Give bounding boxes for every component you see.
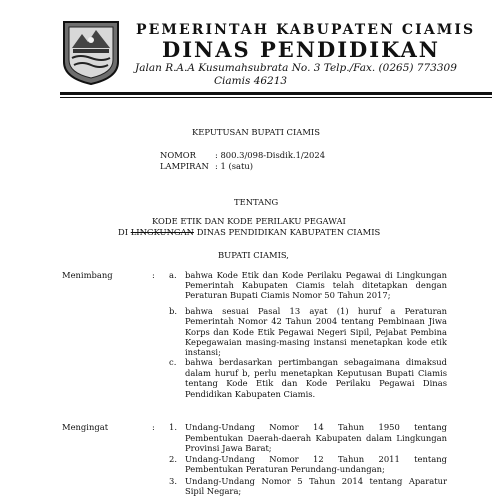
subject-rest: DINAS PENDIDIKAN KABUPATEN CIAMIS <box>196 227 381 237</box>
menimbang-item-a-line: bahwa Kode Etik dan Kode Perilaku Pegawai di Lingkungan <box>185 270 447 280</box>
menimbang-item-b-marker: b. <box>169 306 178 316</box>
menimbang-item-c-line: dalam huruf b, perlu menetapkan Keputusan Bupati Ciamis <box>185 368 447 378</box>
letterhead-rule-thick <box>60 92 492 95</box>
subject-struck-word: LINGKUNGAN <box>130 227 195 237</box>
decree-heading: KEPUTUSAN BUPATI CIAMIS <box>192 127 320 137</box>
mengingat-item-2-marker: 2. <box>169 454 177 464</box>
subject-di: DI <box>118 227 129 237</box>
tentang-heading: TENTANG <box>234 197 279 207</box>
letterhead-office-name: DINAS PENDIDIKAN <box>162 37 440 62</box>
menimbang-item-b-line: bahwa sesuai Pasal 13 ayat (1) huruf a Peraturan <box>185 306 447 316</box>
menimbang-colon: : <box>152 270 155 280</box>
letterhead-rule-thin <box>60 97 492 98</box>
menimbang-item-b-line: Pemerintah Nomor 42 Tahun 2004 tentang Pembinaan Jiwa <box>185 316 447 326</box>
mengingat-item-1-line: Provinsi Jawa Barat; <box>185 443 272 453</box>
mengingat-item-3-line: Undang-Undang Nomor 5 Tahun 2014 tentang Aparatur <box>185 476 447 486</box>
mengingat-item-1-marker: 1. <box>169 422 177 432</box>
letterhead-government-name: PEMERINTAH KABUPATEN CIAMIS <box>136 22 476 38</box>
mengingat-item-3-line: Sipil Negara; <box>185 486 242 496</box>
letterhead-city: Ciamis 46213 <box>214 75 288 87</box>
mengingat-item-2-line: Pembentukan Peraturan Perundang-undangan; <box>185 464 385 474</box>
menimbang-item-c-marker: c. <box>169 357 177 367</box>
nomor-value: : 800.3/098-Disdik.1/2024 <box>215 150 326 160</box>
lampiran-label: LAMPIRAN <box>160 161 209 171</box>
decree-subject-line1: KODE ETIK DAN KODE PERILAKU PEGAWAI <box>152 216 346 226</box>
decree-subject-line2 <box>118 227 380 237</box>
menimbang-item-b-line: Korps dan Kode Etik Pegawai Negeri Sipil, Pejabat Pembina <box>185 327 447 337</box>
mengingat-item-2-line: Undang-Undang Nomor 12 Tahun 2011 tentang <box>185 454 447 464</box>
ciamis-regency-emblem-icon <box>60 18 122 86</box>
mengingat-item-1-line: Pembentukan Daerah-daerah Kabupaten dalam Lingkungan <box>185 433 447 443</box>
menimbang-item-b-line: Kepegawaian masing-masing instansi menetapkan kode etik <box>185 337 447 347</box>
menimbang-label: Menimbang <box>62 270 113 280</box>
nomor-label: NOMOR <box>160 150 196 160</box>
menimbang-item-a-marker: a. <box>169 270 177 280</box>
menimbang-item-c-line: bahwa berdasarkan pertimbangan sebagaimana dimaksud <box>185 357 447 367</box>
menimbang-item-a-line: Peraturan Bupati Ciamis Nomor 50 Tahun 2017; <box>185 290 391 300</box>
mengingat-label: Mengingat <box>62 422 109 432</box>
lampiran-value: : 1 (satu) <box>215 161 254 171</box>
mengingat-item-1-line: Undang-Undang Nomor 14 Tahun 1950 tentang <box>185 422 447 432</box>
issuing-authority: BUPATI CIAMIS, <box>218 250 289 260</box>
letterhead-address: Jalan R.A.A Kusumahsubrata No. 3 Telp./Fax. (0265) 773309 <box>135 62 457 74</box>
menimbang-item-c-line: tentang Kode Etik dan Kode Perilaku Pegawai Dinas <box>185 378 447 388</box>
menimbang-item-a-line: Pemerintah Kabupaten Ciamis telah ditetapkan dengan <box>185 280 447 290</box>
mengingat-item-3-marker: 3. <box>169 476 177 486</box>
menimbang-item-b-line: instansi; <box>185 347 221 357</box>
menimbang-item-c-line: Pendidikan Kabupaten Ciamis. <box>185 389 316 399</box>
mengingat-colon: : <box>152 422 155 432</box>
